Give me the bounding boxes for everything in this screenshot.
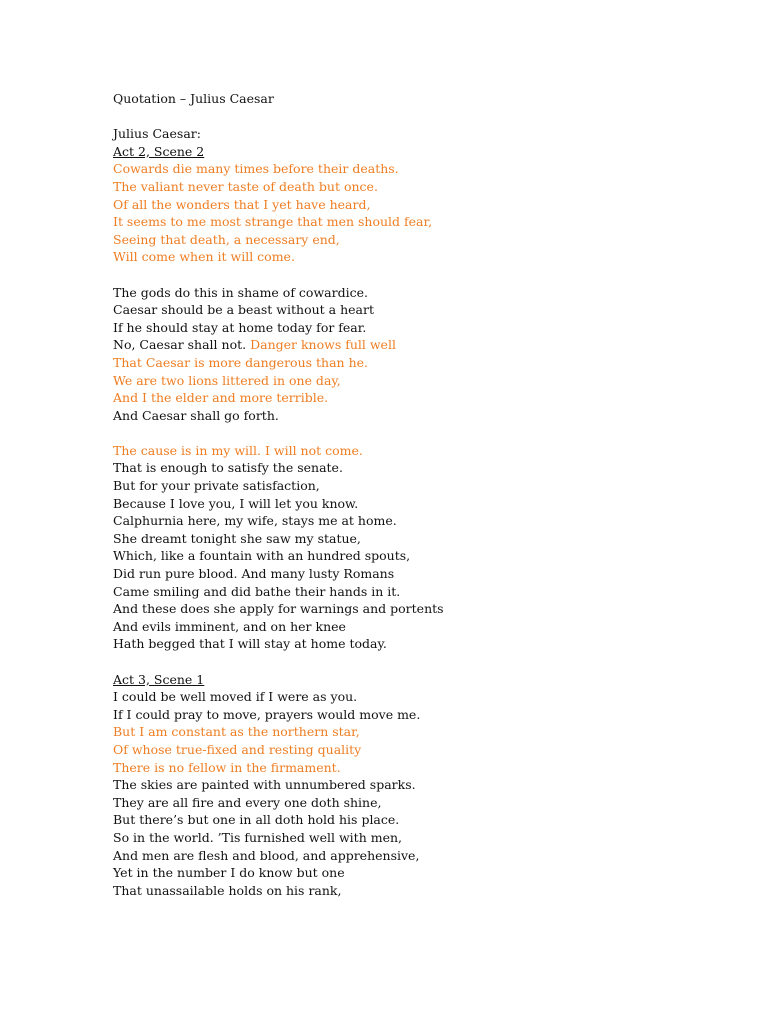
quote-line: There is no fellow in the firmament. [113,759,341,775]
text-line: But for your private satisfaction, [113,478,320,494]
text-line: Did run pure blood. And many lusty Romans [113,566,395,582]
text-line: Because I love you, I will let you know. [113,495,359,511]
document-title: Quotation – Julius Caesar [113,91,274,106]
spacer [113,108,733,126]
text-line: If I could pray to move, prayers would move me. [113,706,421,722]
text-line: The gods do this in shame of cowardice. [113,284,368,300]
document-page [113,90,733,899]
text-line: Caesar should be a beast without a heart [113,302,374,318]
text-segment: No, Caesar shall not. [113,337,247,353]
text-line: That unassailable holds on his rank, [113,882,342,898]
quote-segment: Danger knows full well [250,337,396,353]
quote-line: Of whose true-fixed and resting quality [113,741,362,757]
text-line: Hath begged that I will stay at home today. [113,636,387,652]
quote-line: The cause is in my will. I will not come. [113,442,363,458]
text-line: So in the world. ’Tis furnished well with men, [113,829,402,845]
quote-line: The valiant never taste of death but once. [113,178,378,194]
text-line: But there’s but one in all doth hold his place. [113,812,400,828]
mixed-line [113,336,733,354]
spacer [113,424,733,442]
text-line: And Caesar shall go forth. [113,407,279,423]
text-line: That is enough to satisfy the senate. [113,460,343,476]
quote-line: That Caesar is more dangerous than he. [113,354,368,370]
text-line: Which, like a fountain with an hundred spouts, [113,548,411,564]
text-line: Yet in the number I do know but one [113,865,345,881]
quote-line: It seems to me most strange that men should fear, [113,214,433,230]
spacer [113,266,733,284]
quote-line: Seeing that death, a necessary end, [113,231,340,247]
section-heading-act2-scene2: Act 2, Scene 2 [113,143,205,159]
text-line: The skies are painted with unnumbered sparks. [113,777,416,793]
text-line: Came smiling and did bathe their hands in it. [113,583,401,599]
quote-line: Of all the wonders that I yet have heard, [113,196,371,212]
quote-line: We are two lions littered in one day, [113,372,341,388]
text-line: I could be well moved if I were as you. [113,689,358,705]
quote-line: And I the elder and more terrible. [113,390,329,406]
speaker-label: Julius Caesar: [113,126,201,142]
spacer [113,653,733,671]
text-line: And men are flesh and blood, and apprehensive, [113,847,420,863]
text-line: They are all fire and every one doth shine, [113,794,382,810]
quote-line: Cowards die many times before their deaths. [113,161,399,177]
text-line: And evils imminent, and on her knee [113,618,346,634]
text-line: Calphurnia here, my wife, stays me at home. [113,513,397,529]
text-line: If he should stay at home today for fear. [113,319,367,335]
section-heading-act3-scene1: Act 3, Scene 1 [113,671,205,687]
text-line: She dreamt tonight she saw my statue, [113,530,361,546]
quote-line: But I am constant as the northern star, [113,724,360,740]
text-line: And these does she apply for warnings and portents [113,601,444,617]
quote-line: Will come when it will come. [113,249,295,265]
